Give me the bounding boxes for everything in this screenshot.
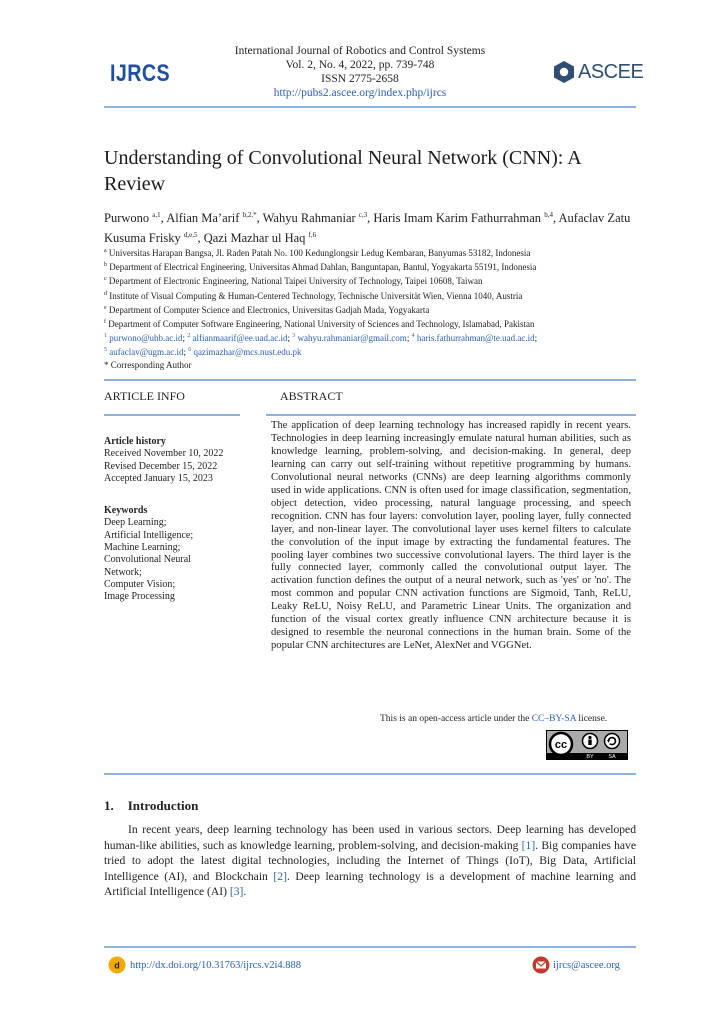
affiliation-line: $^c$ Department of Electronic Engineering, National Taipei University of Technology, Taipei 10608, Taiwan xyxy=(104,276,483,287)
corresponding-author-note: * Corresponding Author xyxy=(104,359,192,370)
hexagon-icon xyxy=(553,60,575,84)
info-top-rule xyxy=(104,379,636,381)
reference-link-1[interactable]: [1] xyxy=(521,838,536,852)
share-alike-icon xyxy=(605,734,620,749)
doi-link[interactable]: http://dx.doi.org/10.31763/ijrcs.v2i4.888 xyxy=(130,959,302,971)
author-email-link[interactable]: haris.fathurrahman@te.uad.ac.id xyxy=(414,333,535,344)
author-affiliation-mark: b,2,* xyxy=(242,211,257,219)
keywords-heading: Keywords xyxy=(104,505,148,517)
affiliation-line: $^f$ Department of Computer Software Engineering, National University of Sciences and Technology, Islamabad, Pakistan xyxy=(104,319,535,330)
affiliation-line: $^a$ Universitas Harapan Bangsa, Jl. Raden Patah No. 100 Kedunglongsir Ledug Kembaran, Banyumas 53182, Indonesia xyxy=(104,248,531,258)
introduction-paragraph xyxy=(104,822,636,900)
sa-label: SA xyxy=(608,754,616,760)
journal-name: International Journal of Robotics and Control Systems xyxy=(234,45,486,57)
email-link[interactable]: ijrcs@ascee.org xyxy=(553,959,620,971)
keyword: Deep Learning; xyxy=(104,517,167,529)
intro-text: . Deep learning technology is a development of machine learning and Artificial Intelligence (AI) xyxy=(104,869,636,899)
journal-url-link[interactable]: http://pubs2.ascee.org/index.php/ijrcs xyxy=(273,87,447,99)
abstract-bottom-rule xyxy=(104,773,636,775)
author-email-link[interactable]: purwono@uhb.ac.id xyxy=(107,333,183,344)
keyword: Network; xyxy=(104,566,142,578)
mail-icon xyxy=(532,956,550,974)
author-email-link[interactable]: aufaclav@ugm.ac.id xyxy=(107,347,184,358)
author-affiliation-mark: c,3 xyxy=(358,211,368,219)
doi-icon xyxy=(108,956,126,974)
license-link[interactable]: CC–BY-SA xyxy=(531,714,577,724)
author-name: Haris Imam Karim Fathurrahman $^{b,4}$ xyxy=(373,211,553,226)
received-date: Received November 10, 2022 xyxy=(104,448,224,460)
journal-logo: IJRCS xyxy=(110,60,171,87)
by-label: BY xyxy=(586,754,594,760)
email-line: $^5$ aufaclav@ugm.ac.id; $^6$ qazimazhar@mcs.nust.edu.pk xyxy=(104,347,302,358)
keyword: Artificial Intelligence; xyxy=(104,529,194,541)
volume-line: Vol. 2, No. 4, 2022, pp. 739-748 xyxy=(285,59,435,71)
abstract-rule xyxy=(266,414,636,416)
revised-date: Revised December 15, 2022 xyxy=(104,460,218,472)
keyword: Convolutional Neural xyxy=(104,554,191,566)
license-suffix: license. xyxy=(578,714,608,724)
reference-link-2[interactable]: [2] xyxy=(273,869,287,883)
abstract-heading: ABSTRACT xyxy=(280,389,343,403)
info-rule xyxy=(104,414,240,416)
author-affiliation-mark: b,4 xyxy=(544,211,553,219)
affiliation-line: $^b$ Department of Electrical Engineering, Universitas Ahmad Dahlan, Banguntapan, Bantul, Yogyakarta 55191, Indonesia xyxy=(104,262,537,273)
article-info-heading: ARTICLE INFO xyxy=(104,389,185,403)
section-title: Introduction xyxy=(127,798,199,813)
cc-by-sa-badge[interactable] xyxy=(546,730,628,760)
license-note xyxy=(380,714,607,724)
license-prefix: This is an open-access article under the xyxy=(380,714,530,724)
introduction-heading xyxy=(104,798,198,814)
doi-footer xyxy=(108,956,301,974)
author-affiliation-mark: d,e,5 xyxy=(183,231,198,240)
accepted-date: Accepted January 15, 2023 xyxy=(104,472,213,484)
email-footer xyxy=(532,956,620,974)
reference-link-3[interactable]: [3] xyxy=(229,885,244,899)
author-name: Qazi Mazhar ul Haq $^{f,6}$ xyxy=(203,231,317,246)
author-name: Purwono $^{a,1}$ xyxy=(104,211,161,226)
article-info-column xyxy=(104,436,254,604)
keyword: Image Processing xyxy=(104,591,175,603)
author-name: Wahyu Rahmaniar $^{c,3}$ xyxy=(262,211,368,226)
author-email-link[interactable]: alfianmaarif@ee.uad.ac.id xyxy=(190,333,288,344)
journal-info xyxy=(200,44,520,100)
keyword: Computer Vision; xyxy=(104,578,176,590)
email-line: $^1$ purwono@uhb.ac.id; $^2$ alfianmaarif@ee.uad.ac.id; $^3$ wahyu.rahmaniar@gmail.com; $^4$ haris.fathurrahman@te.uad.ac.id; xyxy=(104,333,538,344)
section-number: 1. xyxy=(104,798,114,813)
affiliations xyxy=(104,245,644,371)
author-affiliation-mark: f,6 xyxy=(308,231,317,240)
abstract-text: The application of deep learning technology has increased rapidly in recent years. Technologies in deep learning increasingly emulate natural human abilities, such as knowledge learning, problem-solving, and decision-making. In general, deep learning can carry out self-training without repetitive programming by humans. Convolutional neural networks (CNNs) are deep learning algorithms commonly used in wide applications. CNN is often used for image classification, segmentation, object detection, video processing, natural language processing, and speech recognition. CNN has four layers: convolution layer, pooling layer, fully connected layer, and non-linear layer. The convolutional layer uses kernel filters to calculate the convolution of the input image by extracting the fundamental features. The pooling layer combines two successive convolutional layers. The third layer is the fully connected layer, commonly called the convolutional output layer. The activation function defines the output of a neural network, such as 'yes' or 'no'. The most common and popular CNN activation functions are Sigmoid, Tanh, ReLU, Leaky ReLU, Noisy ReLU, and Parametric Linear Units. The organization and function of the visual cortex greatly influence CNN architecture because it is designed to resemble the neuronal connections in the human brain. Some of the popular CNN architectures are LeNet, AlexNet and VGGNet. xyxy=(271,420,631,652)
author-email-link[interactable]: qazimazhar@mcs.nust.edu.pk xyxy=(191,347,302,358)
footer-rule xyxy=(104,946,636,948)
author-list: Purwono $^{a,1}$, Alfian Ma’arif $^{b,2,*}$, Wahyu Rahmaniar $^{c,3}$, Haris Imam Karim Fathurrahman $^{b,4}$, Aufaclav Zatu Kusuma Frisky $^{d,e,5}$, Qazi Mazhar ul Haq $^{f,6}$ xyxy=(104,211,631,246)
history-heading: Article history xyxy=(104,436,166,447)
intro-text: In recent years, deep learning technology has been used in various sectors. Deep learning has developed human-like abilities, such as knowledge learning, problem-solving, and decision-making xyxy=(104,823,636,852)
header-rule xyxy=(104,106,636,108)
svg-text:d: d xyxy=(114,960,120,971)
ascee-logo xyxy=(553,60,643,84)
keyword-list xyxy=(104,517,254,603)
author-email-link[interactable]: wahyu.rahmaniar@gmail.com xyxy=(295,333,407,344)
intro-text: . Big companies have tried to adopt the latest digital technologies, including the Internet of Things (IoT), Big Data, Artificial Intelligence (AI), and Blockchain xyxy=(104,838,637,883)
paper-title: Understanding of Convolutional Neural Network (CNN): A Review xyxy=(104,147,581,195)
ascee-logo-text: ASCEE xyxy=(578,60,644,83)
author-name: Aufaclav Zatu Kusuma Frisky $^{d,e,5}$ xyxy=(104,211,631,246)
affiliation-line: $^d$ Institute of Visual Computing & Human-Centered Technology, Technische Universität Wien, Vienna 1040, Austria xyxy=(104,290,523,301)
issn: ISSN 2775-2658 xyxy=(321,73,399,85)
author-name: Alfian Ma’arif $^{b,2,*}$ xyxy=(166,211,257,226)
author-affiliation-mark: a,1 xyxy=(152,211,161,219)
keyword: Machine Learning; xyxy=(104,542,181,554)
affiliation-line: $^e$ Department of Computer Science and Electronics, Universitas Gadjah Mada, Yogyakarta xyxy=(104,304,430,315)
cc-icon-label: cc xyxy=(554,739,568,751)
intro-text: . xyxy=(243,885,247,899)
